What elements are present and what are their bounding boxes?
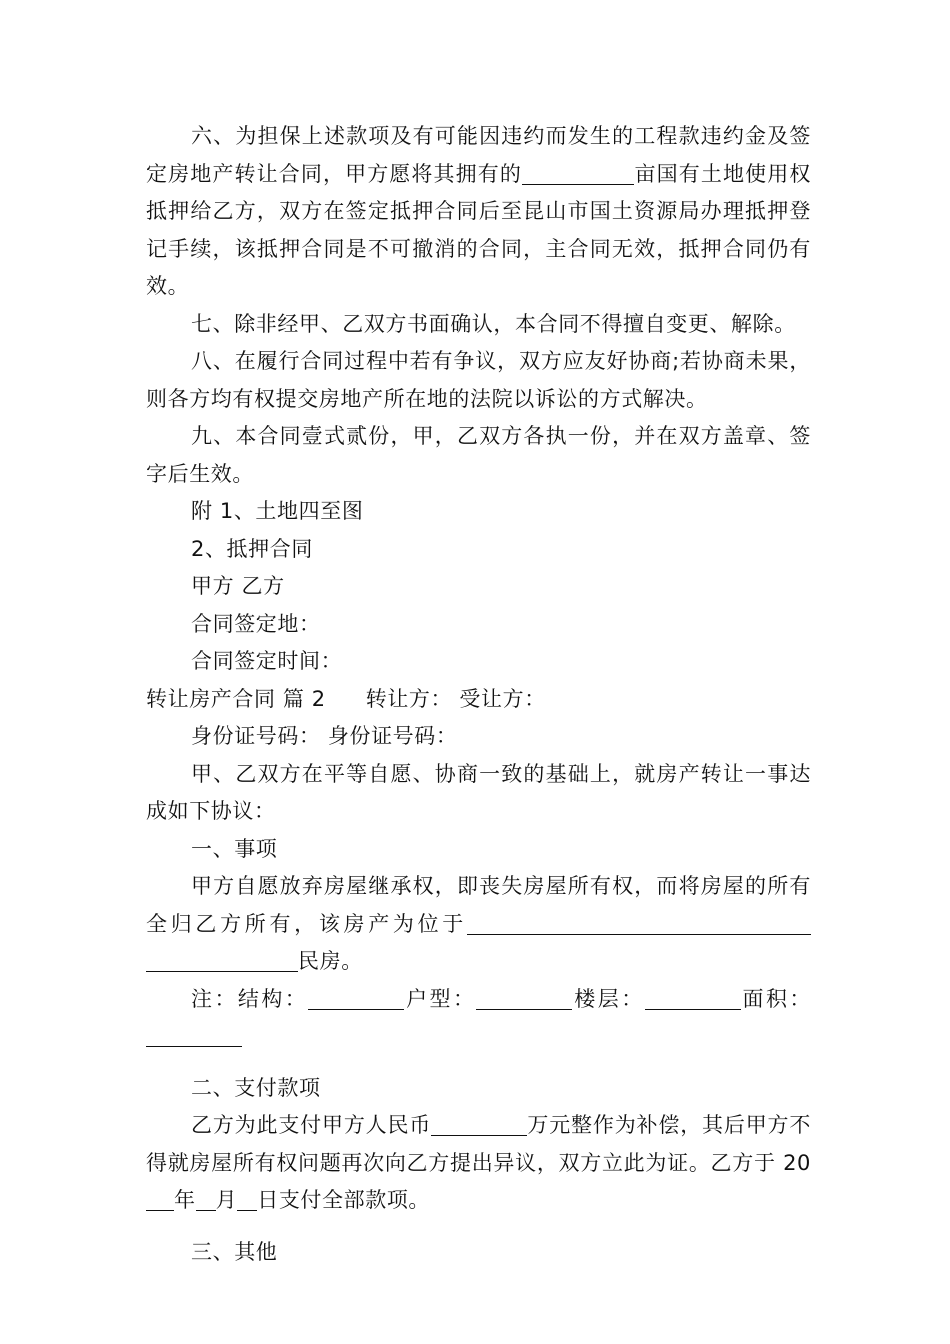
id-number-line: 身份证号码： 身份证号码： [191,724,458,748]
agreement-intro: 甲、乙双方在平等自愿、协商一致的基础上，就房产转让一事达成如下协议： [146,761,811,823]
section-2-body [146,1107,811,1220]
day-blank [237,1188,257,1211]
section-1-title: 一、事项 [191,836,278,861]
section-2-title: 二、支付款项 [191,1075,321,1100]
note-floor-label: 楼层： [572,986,645,1011]
year-label: 年 [174,1188,196,1212]
section-1-text-b: 民房。 [298,949,363,973]
year-blank [146,1188,174,1211]
attachment-2: 2、抵押合同 [191,536,313,561]
contract-2-title: 转让房产合同 篇 2 [146,686,326,711]
parties-line: 甲方 乙方 [191,574,285,598]
layout-blank [476,987,572,1010]
clause-6-text-a: 六、为担保上述款项及有可能因违约而发生的工程款违约金及签定房地产转让合同，甲方愿将其拥有的 [146,124,811,186]
structure-blank [308,987,404,1010]
land-area-blank [522,162,634,185]
contract-2-title-line [146,681,811,719]
attachment-1: 附 1、土地四至图 [191,499,364,523]
section-1-text-a: 甲方自愿放弃房屋继承权，即丧失房屋所有权，而将房屋的所有全归乙方所有，该房产为位于 [146,874,811,936]
clause-6 [146,118,811,306]
clause-9: 九、本合同壹式贰份，甲，乙双方各执一份，并在双方盖章、签字后生效。 [146,424,811,486]
clause-6-text-b: 亩国有土地使用权抵押给乙方，双方在签定抵押合同后至昆山市国土资源局办理抵押登记手续，该抵押合同是不可撤消的合同，主合同无效，抵押合同仍有效。 [146,161,811,298]
floor-blank [645,987,741,1010]
section-1-body [146,868,811,981]
section-2-text-b: 万元整作为补偿，其后甲方不得就房屋所有权问题再次向乙方提出异议，双方立此为证。乙方于 20 [146,1113,811,1175]
signing-time: 合同签定时间： [191,649,343,673]
amount-blank [431,1113,527,1136]
section-2-text-a: 乙方为此支付甲方人民币 [191,1113,432,1137]
note-structure-label: 注：结构： [191,986,309,1011]
clause-8: 八、在履行合同过程中若有争议，双方应友好协商;若协商未果，则各方均有权提交房地产所在地的法院以诉讼的方式解决。 [146,349,811,411]
month-label: 月 [215,1188,238,1212]
note-layout-label: 户型： [404,986,477,1011]
day-label: 日支付全部款项。 [257,1188,431,1212]
month-blank [196,1188,216,1211]
property-note [146,981,811,1056]
note-area-label: 面积： [740,986,811,1011]
area-blank [146,1024,242,1047]
clause-7: 七、除非经甲、乙双方书面确认，本合同不得擅自变更、解除。 [191,311,796,336]
contract-2-parties: 转让方： 受让方： [365,686,546,711]
signing-place: 合同签定地： [191,611,321,636]
section-3-title: 三、其他 [191,1239,278,1264]
property-location-blank-cont [146,949,298,972]
property-location-blank [467,912,811,935]
document-page [146,118,811,1271]
